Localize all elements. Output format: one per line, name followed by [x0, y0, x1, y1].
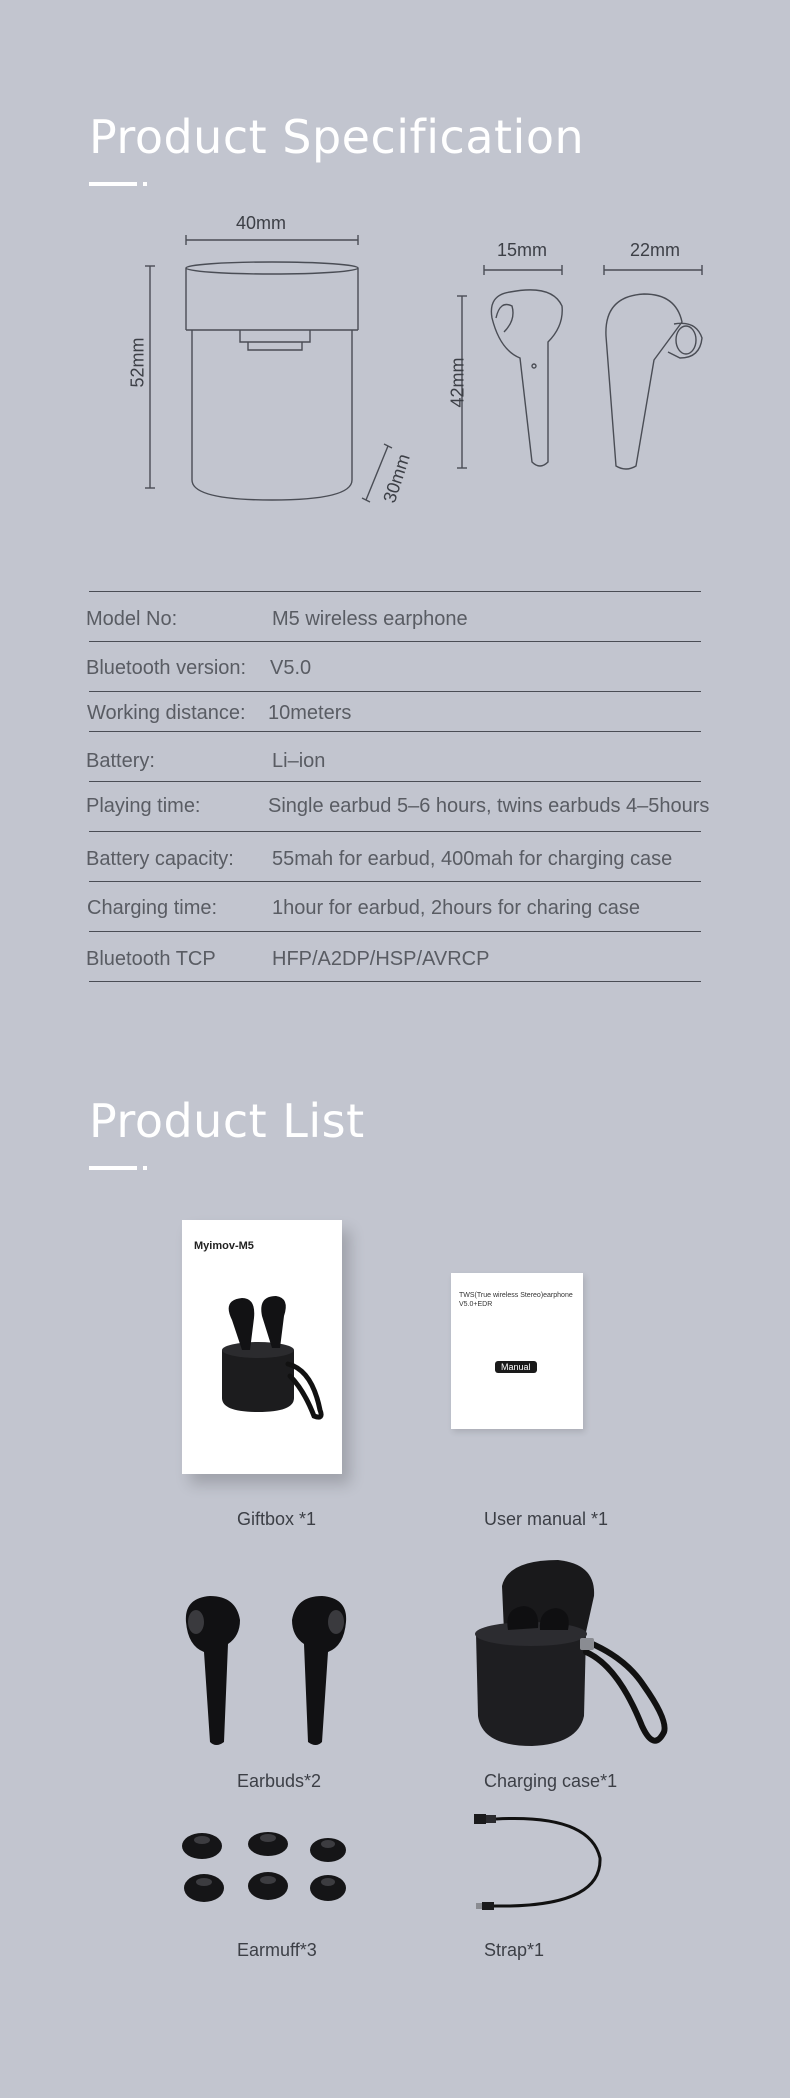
spec-label: Battery: — [86, 750, 155, 772]
spec-value: 10meters — [268, 702, 352, 724]
item-caption-giftbox: Giftbox *1 — [237, 1509, 317, 1529]
spec-value: Li–ion — [272, 750, 326, 772]
spec-divider — [89, 881, 701, 882]
earmuffs-image — [180, 1832, 350, 1904]
manual-text: TWS(True wireless Stereo)earphone V5.0+EDR — [459, 1292, 573, 1308]
item-caption-earmuff: Earmuff*3 — [237, 1940, 317, 1960]
case-depth-label: 30mm — [379, 451, 414, 506]
earbud-diagram — [430, 240, 730, 480]
giftbox-brand: Myimov-M5 — [194, 1240, 254, 1252]
giftbox-product-art — [192, 1280, 342, 1420]
spec-label: Bluetooth TCP — [86, 948, 216, 970]
charging-case-diagram — [120, 210, 420, 510]
spec-divider — [89, 731, 701, 732]
spec-divider — [89, 831, 701, 832]
spec-divider — [89, 981, 701, 982]
earbud-width-label: 15mm — [497, 240, 548, 260]
item-caption-manual: User manual *1 — [484, 1509, 609, 1529]
case-height-label: 52mm — [127, 337, 148, 388]
spec-heading: Product Specification — [89, 110, 585, 164]
charging-case-image — [468, 1556, 676, 1752]
spec-value: 55mah for earbud, 400mah for charging case — [272, 848, 673, 870]
spec-label: Playing time: — [86, 795, 201, 817]
earbuds-image — [176, 1592, 356, 1748]
item-caption-charging-case: Charging case*1 — [484, 1771, 618, 1791]
case-width-label: 40mm — [236, 213, 287, 233]
spec-label: Battery capacity: — [86, 848, 234, 870]
spec-value: 1hour for earbud, 2hours for charing case — [272, 897, 640, 919]
list-heading-underline — [89, 1166, 137, 1170]
spec-divider — [89, 931, 701, 932]
spec-divider — [89, 781, 701, 782]
spec-label: Charging time: — [87, 897, 218, 919]
spec-divider — [89, 641, 701, 642]
spec-divider — [89, 691, 701, 692]
usb-cable-image — [470, 1808, 610, 1918]
manual-badge: Manual — [495, 1361, 537, 1373]
earbud-height-label: 42mm — [447, 357, 468, 408]
spec-value: HFP/A2DP/HSP/AVRCP — [272, 948, 490, 970]
spec-divider — [89, 591, 701, 592]
spec-label: Working distance: — [87, 702, 246, 724]
list-heading: Product List — [89, 1094, 365, 1148]
spec-label: Model No: — [86, 608, 178, 630]
earbud-side-label: 22mm — [630, 240, 681, 260]
manual-image — [451, 1273, 583, 1429]
spec-value: M5 wireless earphone — [272, 608, 468, 630]
spec-value: V5.0 — [270, 657, 312, 679]
spec-value: Single earbud 5–6 hours, twins earbuds 4–5hours — [268, 795, 710, 817]
spec-heading-underline — [89, 182, 137, 186]
spec-label: Bluetooth version: — [86, 657, 247, 679]
item-caption-earbuds: Earbuds*2 — [237, 1771, 322, 1791]
giftbox-image — [182, 1220, 342, 1474]
item-caption-strap: Strap*1 — [484, 1940, 545, 1960]
